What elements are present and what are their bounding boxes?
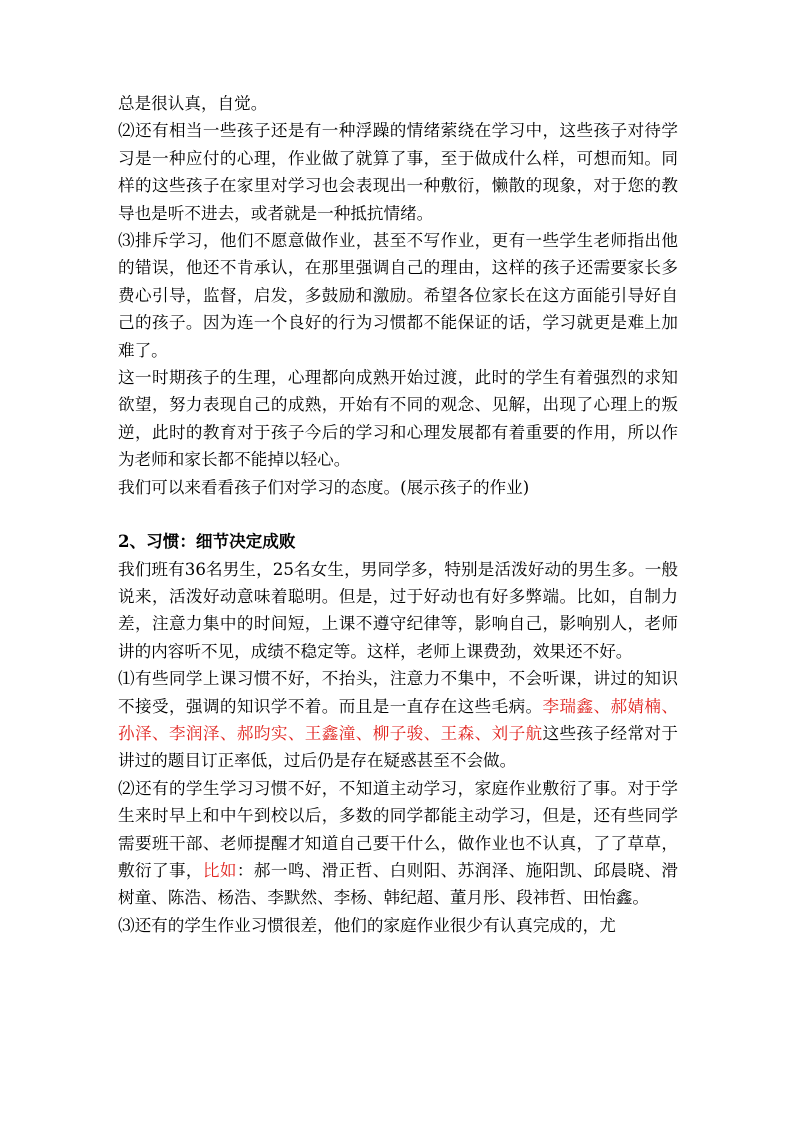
highlighted-student-names: 李瑞鑫、郝婧楠、孙泽、李润泽、郝昀实、王鑫潼、柳子骏、王森、刘子航 (118, 696, 679, 743)
document-page (118, 90, 678, 939)
paragraph-8 (118, 775, 678, 912)
paragraph-9: ⑶还有的学生作业习惯很差，他们的家庭作业很少有认真完成的，尤 (118, 915, 616, 935)
paragraph-7 (118, 665, 678, 775)
paragraph-5: 我们可以来看看孩子们对学习的态度。(展示孩子的作业) (118, 477, 530, 497)
paragraph-6: 我们班有36名男生，25名女生，男同学多，特别是活泼好动的男生多。一般说来，活泼好动意味着聪明。但是，过于好动也有好多弊端。比如，自制力差，注意力集中的时间短，上课不遵守纪律等，影响自己，影响别人，老师讲的内容听不见，成绩不稳定等。这样，老师上课费劲，效果还不好。 (118, 559, 678, 661)
paragraph-4: 这一时期孩子的生理，心理都向成熟开始过渡，此时的学生有着强烈的求知欲望，努力表现自己的成熟，开始有不同的观念、见解，出现了心理上的叛逆，此时的教育对于孩子今后的学习和心理发展都有着重要的作用，所以作为老师和家长都不能掉以轻心。 (118, 368, 678, 470)
paragraph-8-names: ：郝一鸣、滑正哲、白则阳、苏润泽、施阳凯、邱晨晓、滑树童、陈浩、杨浩、李默然、李杨、韩纪超、董月彤、段祎哲、田怡鑫。 (118, 860, 679, 908)
paragraph-1: 总是很认真，自觉。 (118, 94, 268, 113)
paragraph-7-text: ⑴有些同学上课习惯不好，不抬头，注意力不集中，不会听课，讲过的知识不接受，强调的知识学不着。而且是一直存在这些毛病。 (118, 669, 678, 716)
paragraph-8-text: ⑵还有的学生学习习惯不好，不知道主动学习，家庭作业敷衍了事。对于学生来时早上和中午到校以后，多数的同学都能主动学习，但是，还有些同学需要班干部、老师提醒才知道自己要干什么，做作业也不认真，了了草草，敷衍了事， (118, 778, 678, 880)
blank-line (118, 501, 678, 528)
highlighted-label: 比如 (202, 860, 237, 880)
paragraph-7-text-end: 这些孩子经常对于讲过的题目订正率低，过后仍是存在疑惑甚至不会做。 (118, 723, 679, 771)
section-heading: 2、习惯：细节决定成败 (118, 531, 296, 552)
paragraph-2: ⑵还有相当一些孩子还是有一种浮躁的情绪萦绕在学习中，这些孩子对待学习是一种应付的心理，作业做了就算了事，至于做成什么样，可想而知。同样的这些孩子在家里对学习也会表现出一种敷衍，懒散的现象，对于您的教导也是听不进去，或者就是一种抵抗情绪。 (118, 121, 678, 223)
paragraph-3: ⑶排斥学习，他们不愿意做作业，甚至不写作业，更有一些学生老师指出他的错误，他还不肯承认，在那里强调自己的理由，这样的孩子还需要家长多费心引导，监督，启发，多鼓励和激励。希望各位家长在这方面能引导好自己的孩子。因为连一个良好的行为习惯都不能保证的话，学习就更是难上加难了。 (118, 231, 678, 360)
